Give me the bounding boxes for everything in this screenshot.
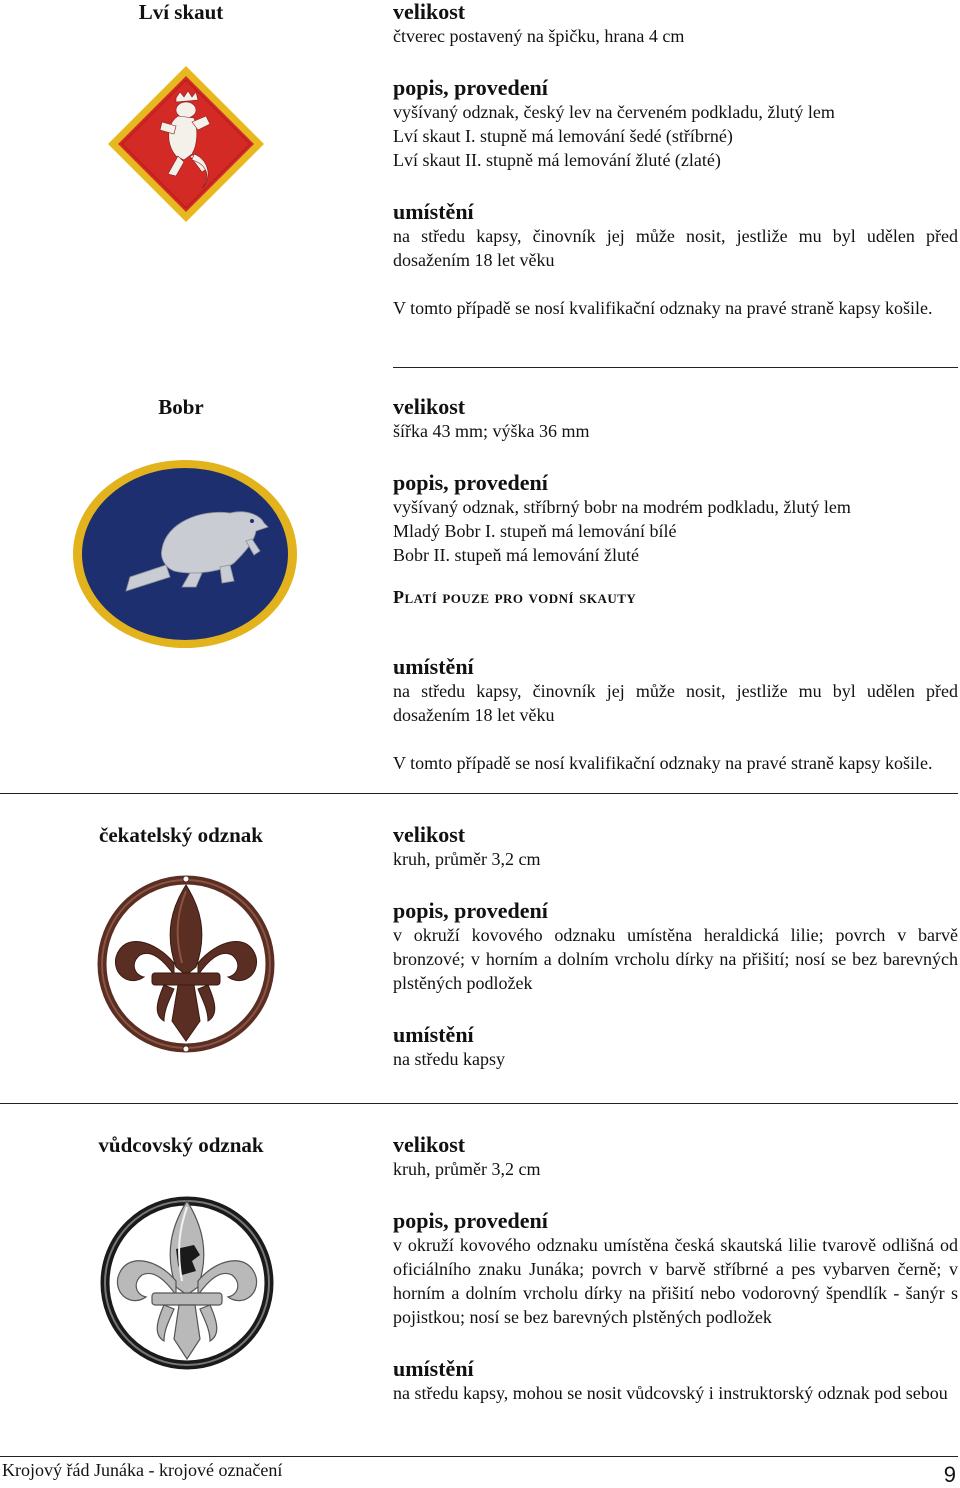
desc-heading: popis, provedení [393, 1208, 548, 1233]
size-text: čtverec postavený na špičku, hrana 4 cm [393, 26, 685, 46]
badge-title: čekatelský odznak [99, 823, 263, 847]
desc-line: Lví skaut II. stupně má lemování žluté (zlaté) [393, 150, 721, 170]
size-text: šířka 43 mm; výška 36 mm [393, 421, 590, 441]
lion-badge-image [106, 64, 266, 224]
placement-heading: umístění [393, 199, 474, 224]
desc-heading: popis, provedení [393, 75, 548, 100]
section-divider [0, 1103, 958, 1104]
desc-line: Bobr II. stupeň má lemování žluté [393, 545, 639, 565]
silver-lily-badge-image [96, 1191, 278, 1375]
size-heading: velikost [393, 822, 466, 847]
desc-line: vyšívaný odznak, český lev na červeném podkladu, žlutý lem [393, 102, 835, 122]
badge-details [393, 823, 958, 1071]
placement-heading: umístění [393, 654, 474, 679]
note-text: V tomto případě se nosí kvalifikační odznaky na pravé straně kapsy košile. [393, 753, 933, 773]
footer-title: Krojový řád Junáka - krojové označení [2, 1460, 283, 1480]
badge-title: Lví skaut [138, 0, 224, 24]
water-scouts-note: Platí pouze pro vodní skauty [393, 587, 637, 607]
beaver-badge-image [70, 457, 300, 652]
footer-divider [0, 1456, 958, 1457]
bronze-lily-badge-image [94, 871, 278, 1057]
desc-text: v okruží kovového odznaku umístěna česká skautská lilie tvarově odlišná od oficiálního znaku Junáka; povrch v barvě stříbrné a pes vybarven černě; v horním a dolním vrcholu dírky na přišití nebo vodorovný špendlík - šanýr s pojistkou; nosí se bez barevných plstěných podložek [393, 1235, 958, 1327]
placement-text: na středu kapsy, činovník jej může nosit, jestliže mu byl udělen před dosažením 18 let věku [393, 681, 958, 725]
note-text: V tomto případě se nosí kvalifikační odznaky na pravé straně kapsy košile. [393, 298, 933, 318]
desc-line: vyšívaný odznak, stříbrný bobr na modrém podkladu, žlutý lem [393, 497, 851, 517]
placement-heading: umístění [393, 1022, 474, 1047]
placement-heading: umístění [393, 1356, 474, 1381]
size-text: kruh, průměr 3,2 cm [393, 849, 541, 869]
size-heading: velikost [393, 1132, 466, 1157]
placement-text: na středu kapsy, mohou se nosit vůdcovský i instruktorský odznak pod sebou [393, 1383, 948, 1403]
section-divider [0, 793, 958, 794]
size-text: kruh, průměr 3,2 cm [393, 1159, 541, 1179]
desc-heading: popis, provedení [393, 470, 548, 495]
size-heading: velikost [393, 0, 466, 24]
badge-details [393, 395, 958, 775]
size-heading: velikost [393, 394, 466, 419]
desc-text: v okruží kovového odznaku umístěna heraldická lilie; povrch v barvě bronzové; v horním a dolním vrcholu dírky na přišití; nosí se bez barevných plstěných podložek [393, 925, 958, 993]
section-divider [393, 367, 958, 368]
desc-line: Mladý Bobr I. stupeň má lemování bílé [393, 521, 677, 541]
desc-heading: popis, provedení [393, 898, 548, 923]
placement-text: na středu kapsy [393, 1049, 505, 1069]
badge-details [393, 1133, 958, 1405]
badge-details [393, 0, 958, 320]
placement-text: na středu kapsy, činovník jej může nosit, jestliže mu byl udělen před dosažením 18 let věku [393, 226, 958, 270]
badge-title: Bobr [158, 395, 204, 419]
page-number: 9 [943, 1462, 956, 1487]
desc-line: Lví skaut I. stupně má lemování šedé (stříbrné) [393, 126, 733, 146]
badge-title: vůdcovský odznak [98, 1133, 264, 1157]
